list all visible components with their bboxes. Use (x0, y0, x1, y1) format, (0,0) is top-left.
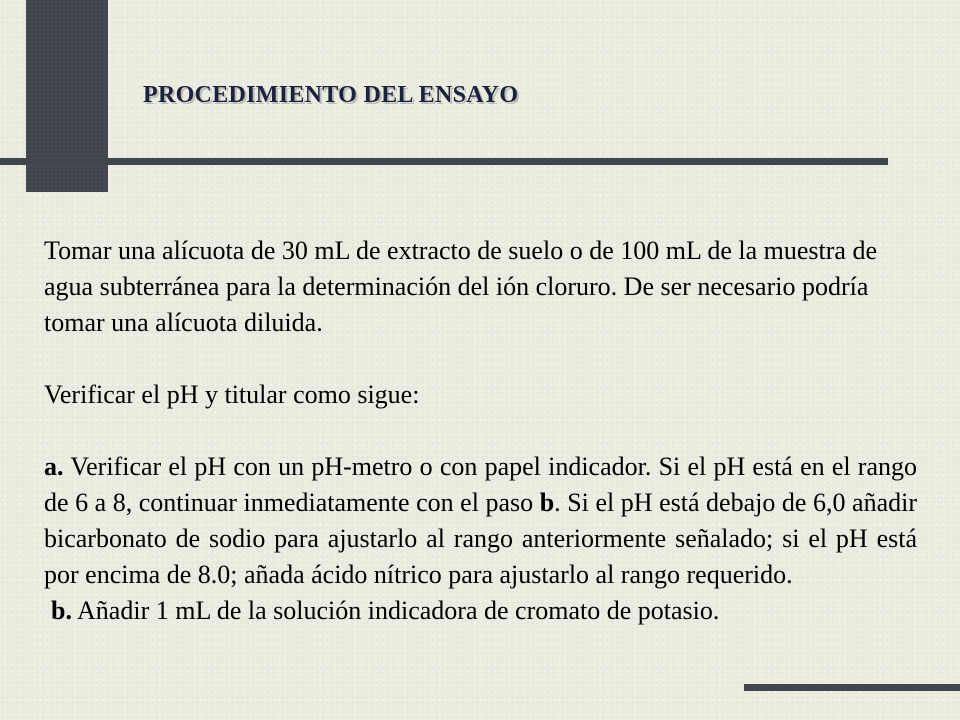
bottom-divider (744, 684, 960, 691)
paragraph-aliquot: Tomar una alícuota de 30 mL de extracto de suelo o de 100 mL de la muestra de agua subterránea para la determinación del ión cloruro. De ser necesario podría tomar una alícuota diluida. (44, 236, 878, 337)
step-b-label: b. (51, 596, 72, 625)
paragraph-verify-ph: Verificar el pH y titular como sigue: (44, 380, 420, 409)
step-b-reference: b (539, 488, 555, 517)
slide-title: PROCEDIMIENTO DEL ENSAYO (143, 82, 519, 108)
spacer (44, 413, 917, 449)
slide-content (44, 233, 917, 629)
step-a-text-1: Verificar el pH con un pH-metro o con papel indicador. Si el pH está en el rango de 6 a 8, continuar inmediatamente con el paso (44, 452, 917, 517)
step-b-text: Añadir 1 mL de la solución indicadora de cromato de potasio. (71, 596, 720, 625)
step-a-label: a. (44, 452, 64, 481)
step-b (44, 593, 917, 629)
title-divider (0, 158, 888, 165)
step-a (44, 449, 917, 593)
step-a-text-2: . Si el pH está debajo de 6,0 añadir bicarbonato de sodio para ajustarlo al rango anteriormente señalado; si el pH está por encima de 8.0; añada ácido nítrico para ajustarlo al rango requerido. (44, 488, 917, 589)
spacer (44, 341, 917, 377)
